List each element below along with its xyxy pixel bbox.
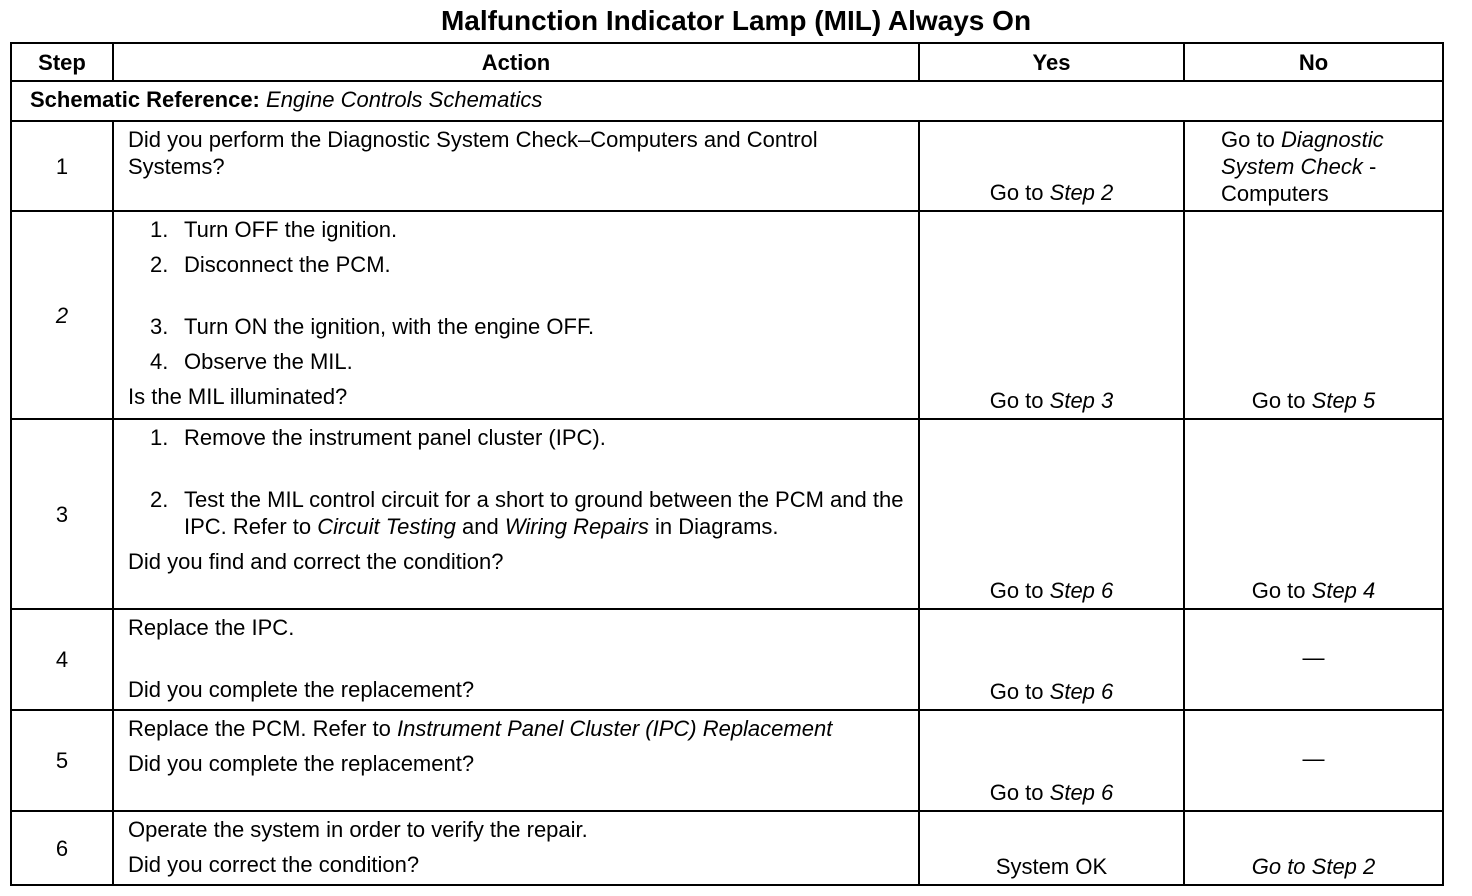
step-number: 4 <box>11 609 113 710</box>
item-number: 4. <box>150 349 169 374</box>
ipc-replacement-ref: Instrument Panel Cluster (IPC) Replacement <box>397 716 833 741</box>
yes-prefix: Go to <box>989 180 1044 205</box>
table-row <box>11 121 1443 211</box>
item-number: 1. <box>150 217 169 242</box>
list-item <box>128 216 908 243</box>
item-text: Disconnect the PCM. <box>184 252 391 277</box>
header-action: Action <box>113 43 919 81</box>
header-row <box>11 43 1443 81</box>
list-item <box>128 424 908 451</box>
action-cell <box>113 609 919 710</box>
action-text: Replace the PCM. Refer to <box>128 716 391 741</box>
wiring-repairs-ref: Wiring Repairs <box>504 514 649 539</box>
question-text: Did you correct the condition? <box>128 852 420 877</box>
diagnostic-table <box>10 42 1444 886</box>
no-suffix: - Computers <box>1221 154 1377 206</box>
step-number: 6 <box>11 811 113 885</box>
page-title: Malfunction Indicator Lamp (MIL) Always On <box>440 5 1032 36</box>
no-cell: — <box>1184 609 1443 710</box>
question-text: Is the MIL illuminated? <box>128 384 348 409</box>
no-cell <box>1184 121 1443 211</box>
table-row <box>11 419 1443 609</box>
question-text: Did you find and correct the condition? <box>128 549 504 574</box>
item-number: 2. <box>150 487 169 512</box>
action-text: Replace the IPC. <box>128 615 295 640</box>
no-prefix: Go to <box>1221 127 1275 152</box>
item-text: in Diagrams. <box>655 514 779 539</box>
action-text: Did you perform the Diagnostic System Check–Computers and Control Systems? <box>128 127 818 179</box>
item-text: Remove the instrument panel cluster (IPC). <box>184 425 606 450</box>
no-target: Diagnostic System Check <box>1221 127 1384 179</box>
item-text: Turn ON the ignition, with the engine OFF. <box>184 314 595 339</box>
no-target: Step 4 <box>1311 578 1376 603</box>
yes-cell <box>919 710 1184 811</box>
step-number: 2 <box>11 211 113 419</box>
table-row <box>11 211 1443 419</box>
header-no: No <box>1184 43 1443 81</box>
yes-prefix: Go to <box>989 388 1044 413</box>
table-row <box>11 710 1443 811</box>
action-cell <box>113 121 919 211</box>
step-number: 5 <box>11 710 113 811</box>
item-text: Observe the MIL. <box>184 349 353 374</box>
item-text: Test the MIL control circuit for a short to ground between the PCM and the IPC. Refer to <box>184 487 904 539</box>
item-number: 1. <box>150 425 169 450</box>
circuit-testing-ref: Circuit Testing <box>317 514 456 539</box>
step-number: 1 <box>11 121 113 211</box>
question-text: Did you complete the replacement? <box>128 751 475 776</box>
schematic-value: Engine Controls Schematics <box>266 87 543 112</box>
no-prefix: Go to <box>1251 388 1306 413</box>
list-item <box>128 251 908 278</box>
schematic-reference <box>11 81 1443 121</box>
no-target: Step 5 <box>1311 388 1376 413</box>
action-list <box>128 216 908 375</box>
table-row <box>11 609 1443 710</box>
item-text: and <box>461 514 499 539</box>
yes-target: Step 3 <box>1049 388 1114 413</box>
yes-prefix: Go to <box>989 679 1044 704</box>
action-cell <box>113 710 919 811</box>
item-number: 3. <box>150 314 169 339</box>
item-number: 2. <box>150 252 169 277</box>
yes-cell <box>919 609 1184 710</box>
no-cell <box>1184 211 1443 419</box>
yes-cell: System OK <box>919 811 1184 885</box>
action-list <box>128 424 908 540</box>
yes-prefix: Go to <box>989 578 1044 603</box>
schematic-label: Schematic Reference: <box>30 87 260 112</box>
action-cell <box>113 211 919 419</box>
yes-target: Step 6 <box>1049 679 1114 704</box>
no-cell: Go to Step 2 <box>1184 811 1443 885</box>
yes-prefix: Go to <box>989 780 1044 805</box>
action-cell <box>113 419 919 609</box>
item-text: Turn OFF the ignition. <box>184 217 398 242</box>
header-step: Step <box>11 43 113 81</box>
yes-cell <box>919 211 1184 419</box>
action-text: Operate the system in order to verify the repair. <box>128 817 588 842</box>
list-item <box>128 313 908 340</box>
schematic-row <box>11 81 1443 121</box>
header-yes: Yes <box>919 43 1184 81</box>
no-prefix: Go to <box>1251 578 1306 603</box>
step-number: 3 <box>11 419 113 609</box>
yes-target: Step 6 <box>1049 578 1114 603</box>
yes-cell <box>919 419 1184 609</box>
yes-target: Step 6 <box>1049 780 1114 805</box>
yes-target: Step 2 <box>1049 180 1114 205</box>
list-item <box>128 348 908 375</box>
no-cell <box>1184 419 1443 609</box>
list-item <box>128 486 908 540</box>
no-cell: — <box>1184 710 1443 811</box>
yes-cell <box>919 121 1184 211</box>
action-cell <box>113 811 919 885</box>
table-row <box>11 811 1443 885</box>
question-text: Did you complete the replacement? <box>128 677 475 702</box>
